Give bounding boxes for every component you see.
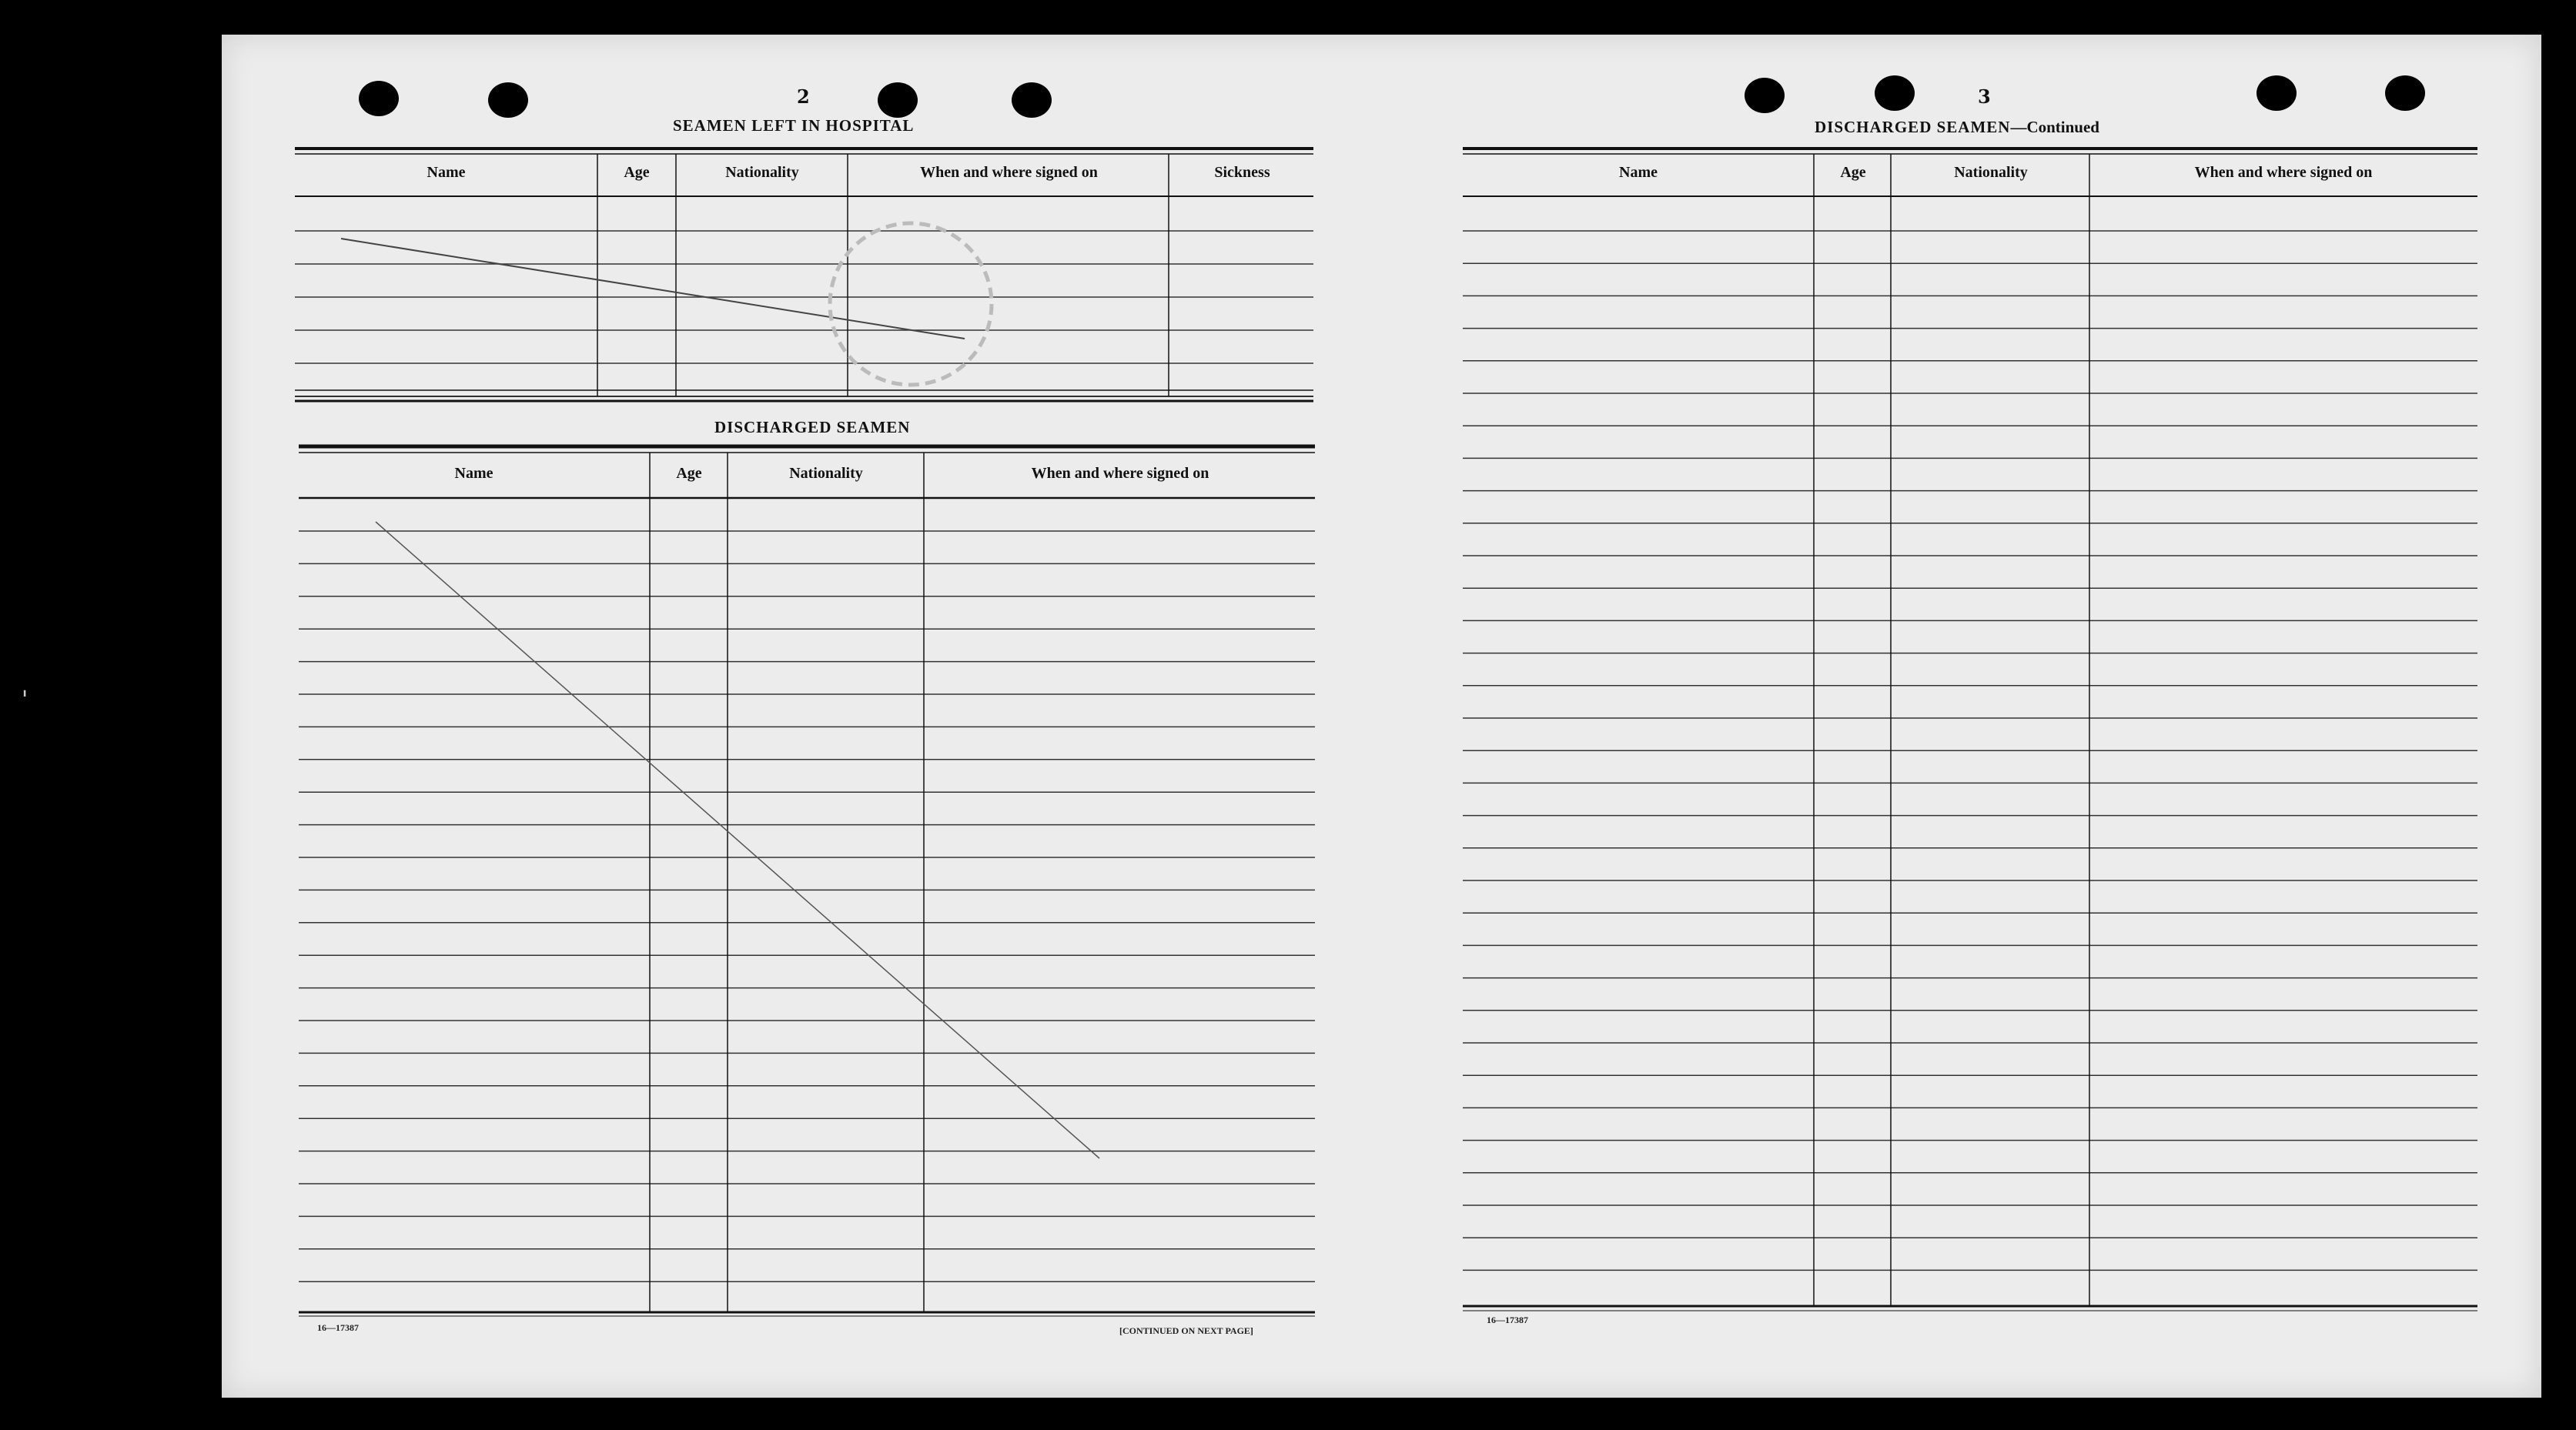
- discharged-col-age: Age: [676, 465, 702, 482]
- continued-on-next-page-note: [CONTINUED ON NEXT PAGE]: [1119, 1325, 1253, 1336]
- continued-col-when-where: When and where signed on: [2194, 164, 2373, 181]
- page-number-right: 3: [1978, 85, 1991, 108]
- margin-mark: ': [22, 687, 28, 713]
- discharged-continued-title-main: DISCHARGED SEAMEN: [1815, 118, 2011, 136]
- hospital-section-title: SEAMEN LEFT IN HOSPITAL: [673, 116, 915, 135]
- page-number-left: 2: [797, 85, 810, 108]
- hospital-col-when-where: When and where signed on: [920, 164, 1098, 181]
- hospital-cancel-stroke: [341, 239, 965, 339]
- hospital-col-name: Name: [427, 164, 466, 181]
- hospital-col-sickness: Sickness: [1214, 164, 1270, 181]
- faded-stamp: [830, 223, 992, 385]
- hospital-col-nationality: Nationality: [725, 164, 799, 181]
- form-number-right: 16—17387: [1487, 1315, 1528, 1325]
- discharged-col-nationality: Nationality: [789, 465, 863, 482]
- discharged-continued-label: —Continued: [2010, 118, 2099, 136]
- discharged-section-title: DISCHARGED SEAMEN: [714, 418, 911, 436]
- form-rules: [222, 35, 2541, 1398]
- form-number-left: 16—17387: [317, 1322, 359, 1333]
- continued-col-name: Name: [1619, 164, 1658, 181]
- discharged-cancel-stroke: [376, 522, 1099, 1158]
- discharged-col-when-where: When and where signed on: [1031, 465, 1209, 482]
- form-sheet: [222, 35, 2541, 1398]
- continued-col-nationality: Nationality: [1954, 164, 2028, 181]
- hospital-col-age: Age: [624, 164, 650, 181]
- discharged-col-name: Name: [454, 465, 493, 482]
- continued-col-age: Age: [1840, 164, 1866, 181]
